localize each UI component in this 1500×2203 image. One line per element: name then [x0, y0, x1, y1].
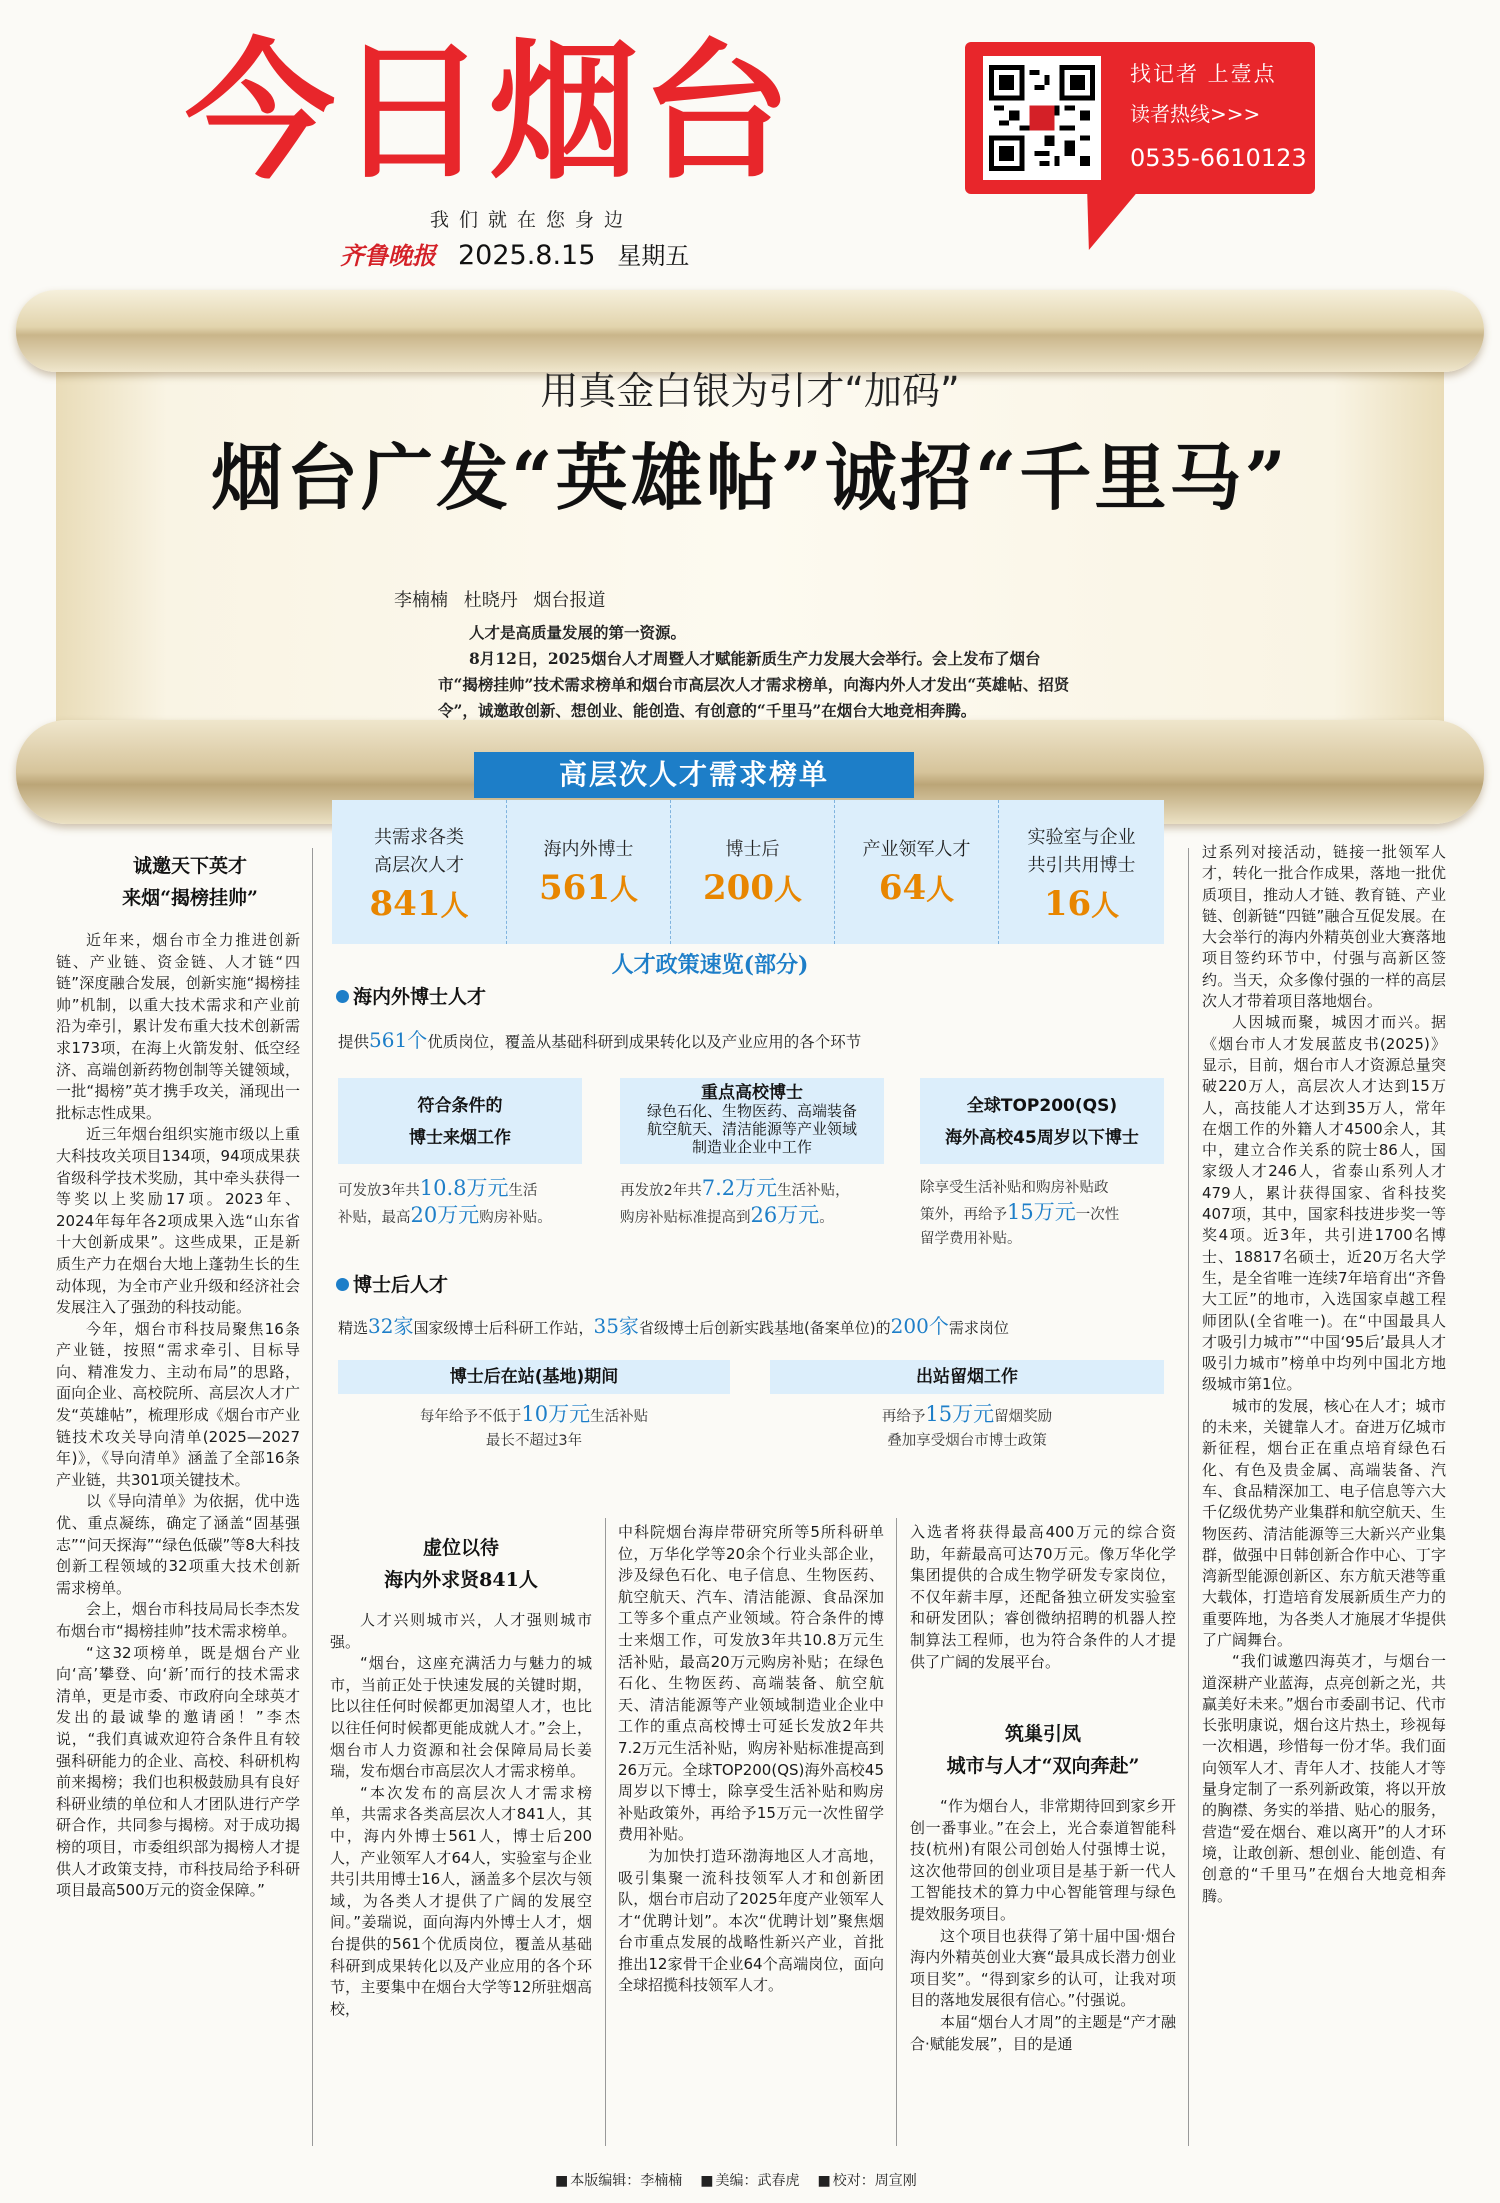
card-title: 重点高校博士 — [701, 1083, 803, 1103]
stat-label: 高层次人才 — [374, 855, 464, 876]
stat-industry-leaders — [834, 800, 998, 944]
stat-total — [332, 800, 506, 944]
stat-label: 共需求各类 — [374, 827, 464, 848]
paragraph: “这32项榜单，既是烟台产业向‘高’攀登、向‘新’而行的技术需求清单，更是市委、市政府向全球英才发出的最诚挚的邀请函！”李杰说，“我们真诚欢迎符合条件且有较强科研能力的企业、高校、科研机构前来揭榜；我们也积极鼓励具有良好科研业绩的单位和人才团队进行产学研合作，共同参与揭榜。对于成功揭榜的项目，市委组织部为揭榜人才提供人才政策支持，市科技局给予科研项目最高500万元的资金保障。” — [56, 1643, 300, 1900]
doctor-card-2-note: 再发放2年共7.2万元生活补贴， 购房补贴标准提高到26万元。 — [620, 1176, 850, 1227]
issue-date: 2025.8.15 — [458, 240, 596, 271]
column-divider — [896, 1518, 897, 2146]
article-lead — [438, 620, 1078, 724]
article-subhead: 用真金白银为引才“加码” — [540, 369, 960, 413]
body-column-3 — [618, 1522, 884, 1997]
stat-label: 共引共用博士 — [1027, 855, 1136, 876]
masthead — [0, 0, 1500, 280]
postdoc-section-summary: 精选32家国家级博士后科研工作站，35家省级博士后创新实践基地(备案单位)的200个需求岗位 — [338, 1314, 1009, 1338]
stat-value: 841人 — [369, 884, 469, 924]
section-heading-1: 诚邀天下英才 来烟“揭榜挂帅” — [122, 855, 258, 909]
postdoc-card-1-note: 每年给予不低于10万元生活补贴 最长不超过3年 — [419, 1402, 649, 1449]
doctor-section-summary: 提供561个优质岗位，覆盖从基础科研到成果转化以及产业应用的各个环节 — [338, 1028, 862, 1052]
paragraph: “本次发布的高层次人才需求榜单，共需求各类高层次人才841人，其中，海内外博士561人，博士后200人，产业领军人才64人，实验室与企业共引共用博士16人，涵盖多个层次与领域，为各类人才提供了广阔的发展空间。”姜瑞说，面向海内外博士人才，烟台提供的561个优质岗位，覆盖从基础科研到成果转化以及产业应用的各个环节，主要集中在烟台大学等12所驻烟高校， — [330, 1783, 592, 2018]
hotline-title: 找记者 上壹点 — [1130, 62, 1277, 86]
stat-label: 海内外博士 — [543, 839, 634, 860]
stat-shared-doctors — [998, 800, 1164, 944]
stat-label: 博士后 — [725, 839, 780, 860]
stat-value: 200人 — [703, 868, 802, 908]
paragraph: “烟台，这座充满活力与魅力的城市，当前正处于快速发展的关键时期，比以往任何时候都更加渴望人才，也比以往任何时候都更能成就人才。”会上，烟台市人力资源和社会保障局局长姜瑞，发布烟台市高层次人才需求榜单。 — [330, 1654, 592, 1781]
stat-doctors — [506, 800, 670, 944]
stat-value: 561人 — [539, 868, 638, 908]
card-subtext: 航空航天、清洁能源等产业领域 — [646, 1120, 857, 1138]
column-divider — [605, 1518, 606, 2146]
article-byline: 李楠楠 杜晓丹 烟台报道 — [394, 590, 606, 611]
doctor-card-1-note: 可发放3年共10.8万元生活 补贴，最高20万元购房补贴。 — [338, 1176, 552, 1227]
hotline-label: 读者热线>>> — [1130, 102, 1261, 126]
body-column-4-top — [910, 1522, 1176, 1673]
paragraph: 城市的发展，核心在人才；城市的未来，关键靠人才。奋进万亿城市新征程，烟台正在重点培育绿色石化、有色及贵金属、高端装备、汽车、食品精深加工、电子信息等六大千亿级优势产业集群和航空航天、生物医药、清洁能源等三大新兴产业集群，做强中日韩创新合作中心、丁字湾新型能源创新区、东方航天港等重大载体，打造培育发展新质生产力的重要阵地，为各类人才施展才华提供了广阔舞台。 — [1202, 1396, 1446, 1649]
designer-credit: ■ 美编：武春虎 — [700, 2170, 799, 2190]
card-subtext: 制造业企业中工作 — [691, 1138, 812, 1156]
paragraph: 今年，烟台市科技局聚焦16条产业链，按照“需求牵引、目标导向、精准发力、主动布局”的思路，面向企业、高校院所、高层次人才广发“英雄帖”，梳理形成《烟台市产业链技术攻关导向清单(2025—2027年)》，《导向清单》涵盖了全部16条产业链，共301项关键技术。 — [56, 1319, 300, 1489]
column-divider — [1188, 848, 1189, 2146]
body-column-2 — [330, 1610, 592, 2020]
doctor-card-3 — [920, 1078, 1164, 1164]
paragraph: “我们诚邀四海英才，与烟台一道深耕产业蓝海，点亮创新之光，共赢美好未来。”烟台市委副书记、代市长张明康说，烟台这片热土，珍视每一次相遇，珍惜每一份才华。我们面向领军人才、青年人才、技能人才等量身定制了一系列新政策，将以开放的胸襟、务实的举措、贴心的服务，营造“爱在烟台、难以离开”的人才环境，让敢创新、想创业、能创造、有创意的“千里马”在烟台大地竞相奔腾。 — [1202, 1652, 1446, 1905]
card-title: 出站留烟工作 — [916, 1367, 1018, 1387]
doctor-card-1 — [338, 1078, 582, 1164]
publication-name: 齐鲁晚报 — [340, 241, 436, 270]
card-title: 博士后在站(基地)期间 — [449, 1367, 619, 1387]
publication-line — [340, 236, 689, 271]
body-column-1 — [56, 930, 300, 1902]
hotline-number[interactable]: 0535-6610123 — [1130, 144, 1307, 172]
demand-list-title: 高层次人才需求榜单 — [474, 752, 914, 798]
doctor-card-3-note: 除享受生活补贴和购房补贴政 策外，再给予15万元一次性 留学费用补贴。 — [920, 1180, 1120, 1247]
stat-label: 实验室与企业 — [1027, 827, 1136, 848]
stat-value: 64人 — [878, 868, 955, 908]
policy-overview-title: 人才政策速览(部分) — [611, 952, 809, 978]
section-heading-3: 筑巢引凤 城市与人才“双向奔赴” — [946, 1723, 1140, 1777]
card-subtext: 绿色石化、生物医药、高端装备 — [646, 1102, 857, 1120]
paragraph: 会上，烟台市科技局局长李杰发布烟台市“揭榜挂帅”技术需求榜单。 — [56, 1600, 300, 1640]
card-title: 全球TOP200(QS) — [966, 1096, 1118, 1116]
stat-postdocs — [670, 800, 834, 944]
doctor-card-2 — [620, 1078, 884, 1164]
article-headline[interactable]: 烟台广发“英雄帖”诚招“千里马” — [211, 435, 1289, 520]
column-divider — [312, 848, 313, 2146]
bullet-dot-icon — [336, 1278, 349, 1291]
reader-hotline-box — [965, 42, 1315, 194]
hotline-bubble-tail — [1063, 190, 1139, 250]
paragraph: 为加快打造环渤海地区人才高地，吸引集聚一流科技领军人才和创新团队，烟台市启动了2025年度产业领军人才“优聘计划”。本次“优聘计划”聚焦烟台市重点发展的战略性新兴产业，首批推出12家骨干企业64个高端岗位，面向全球招揽科技领军人才。 — [618, 1846, 884, 1995]
proofreader-credit: ■ 校对：周宣刚 — [817, 2170, 916, 2190]
editor-credit: ■ 本版编辑：李楠楠 — [555, 2170, 682, 2190]
postdoc-card-1 — [338, 1360, 730, 1394]
postdoc-section-heading: 博士后人才 — [336, 1270, 448, 1297]
body-column-4 — [910, 1796, 1176, 2055]
bullet-dot-icon — [336, 990, 349, 1003]
paragraph: 这个项目也获得了第十届中国·烟台海内外精英创业大赛“最具成长潜力创业项目奖”。“得到家乡的认可，让我对项目的落地发展很有信心。”付强说。 — [910, 1926, 1176, 2010]
lead-paragraph: 人才是高质量发展的第一资源。 — [469, 623, 687, 642]
section-heading-2: 虚位以待 海内外求贤841人 — [384, 1537, 538, 1591]
paragraph: 近三年烟台组织实施市级以上重大科技攻关项目134项，94项成果获省级科学技术奖励，其中牵头获得一等奖以上奖励17项。2023年、2024年每年各2项成果入选“山东省十大创新成果”。这些成果，正是新质生产力在烟台大地上蓬勃生长的生动体现，为全市产业升级和经济社会发展注入了强劲的科技动能。 — [56, 1125, 300, 1317]
page-footer — [555, 2170, 917, 2190]
postdoc-card-2 — [770, 1360, 1164, 1394]
stat-label: 产业领军人才 — [862, 839, 971, 860]
doctor-section-heading: 海内外博士人才 — [336, 982, 486, 1009]
paragraph: 以《导向清单》为依据，优中选优、重点凝练，确定了涵盖“固基强志”“问天探海”“绿色低碳”等8大科技创新工程领域的32项重大技术创新需求榜单。 — [56, 1492, 300, 1597]
card-title: 博士来烟工作 — [409, 1128, 511, 1148]
slogan: 我们就在您身边 — [430, 209, 634, 231]
card-title: 海外高校45周岁以下博士 — [945, 1128, 1139, 1148]
paragraph: “作为烟台人，非常期待回到家乡开创一番事业。”在会上，光合泰道智能科技(杭州)有限公司创始人付强博士说，这次他带回的创业项目是基于新一代人工智能技术的算力中心智能管理与绿色提效服务项目。 — [910, 1797, 1176, 1923]
paragraph: 人才兴则城市兴，人才强则城市强。 — [330, 1611, 592, 1651]
paragraph: 中科院烟台海岸带研究所等5所科研单位，万华化学等20余个行业头部企业，涉及绿色石化、电子信息、生物医药、航空航天、汽车、清洁能源、食品深加工等多个重点产业领域。符合条件的博士来烟工作，可发放3年共10.8万元生活补贴，最高20万元购房补贴；在绿色石化、生物医药、高端装备、航空航天、清洁能源等产业领域制造业企业中工作的重点高校博士可延长发放2年共7.2万元生活补贴，购房补贴标准提高到26万元。全球TOP200(QS)海外高校45周岁以下博士，除享受生活补贴和购房补贴政策外，再给予15万元一次性留学费用补贴。 — [618, 1523, 884, 1844]
postdoc-card-2-note: 再给予15万元留烟奖励 叠加享受烟台市博士政策 — [881, 1402, 1053, 1449]
paragraph: 入选者将获得最高400万元的综合资助，年薪最高可达70万元。像万华化学集团提供的合成生物学研发专家岗位，不仅年薪丰厚，还配备独立研发实验室和研发团队；睿创微纳招聘的机器人控制算法工程师，也为符合条件的人才提供了广阔的发展平台。 — [910, 1523, 1176, 1671]
qr-code-icon[interactable] — [983, 56, 1101, 180]
stat-value: 16人 — [1043, 884, 1120, 924]
paragraph: 过系列对接活动，链接一批领军人才，转化一批合作成果，落地一批优质项目，推动人才链、教育链、产业链、创新链“四链”融合互促发展。在大会举行的海内外精英创业大赛落地项目签约环节中，付强与高新区签约。当天，众多像付强的一样的高层次人才带着项目落地烟台。 — [1202, 843, 1446, 1011]
lead-paragraph: 8月12日，2025烟台人才周暨人才赋能新质生产力发展大会举行。会上发布了烟台市“揭榜挂帅”技术需求榜单和烟台市高层次人才需求榜单，向海内外人才发出“英雄帖、招贤令”，诚邀敢创新、想创业、能创造、有创意的“千里马”在烟台大地竞相奔腾。 — [438, 649, 1070, 720]
body-column-5 — [1202, 842, 1446, 1907]
paragraph: 近年来，烟台市全力推进创新链、产业链、资金链、人才链“四链”深度融合发展，创新实施“揭榜挂帅”机制，以重大技术需求和产业前沿为牵引，累计发布重大技术创新需求173项，在海上火箭发射、低空经济、高端创新药物创制等关键领域，一批“揭榜”英才携手攻关，涌现出一批标志性成果。 — [56, 931, 300, 1122]
demand-stats-box — [332, 800, 1164, 944]
card-title: 符合条件的 — [417, 1096, 503, 1116]
newspaper-logo[interactable]: 今日烟台 — [185, 26, 794, 200]
issue-weekday: 星期五 — [617, 242, 690, 270]
paragraph: 本届“烟台人才周”的主题是“产才融合·赋能发展”，目的是通 — [910, 2012, 1176, 2053]
paragraph: 人因城而聚，城因才而兴。据《烟台市人才发展蓝皮书(2025)》显示，目前，烟台市人才资源总量突破220万人，高层次人才达到15万人，高技能人才达到35万人，常年在烟工作的外籍人才4500余人，其中，建立合作关系的院士86人，国家级人才246人，省泰山系列人才479人，累计获得国家、省科技奖407项，其中，国家科技进步奖一等奖4项。近3年，共引进1700名博士、18817名硕士，近20万名大学生，是全省唯一连续7年培育出“齐鲁大工匠”的地市，入选国家卓越工程师团队(全省唯一)。在“中国最具人才吸引力城市”“中国‘95后’最具人才吸引力城市”榜单中均列中国北方地级城市第1位。 — [1202, 1013, 1446, 1394]
